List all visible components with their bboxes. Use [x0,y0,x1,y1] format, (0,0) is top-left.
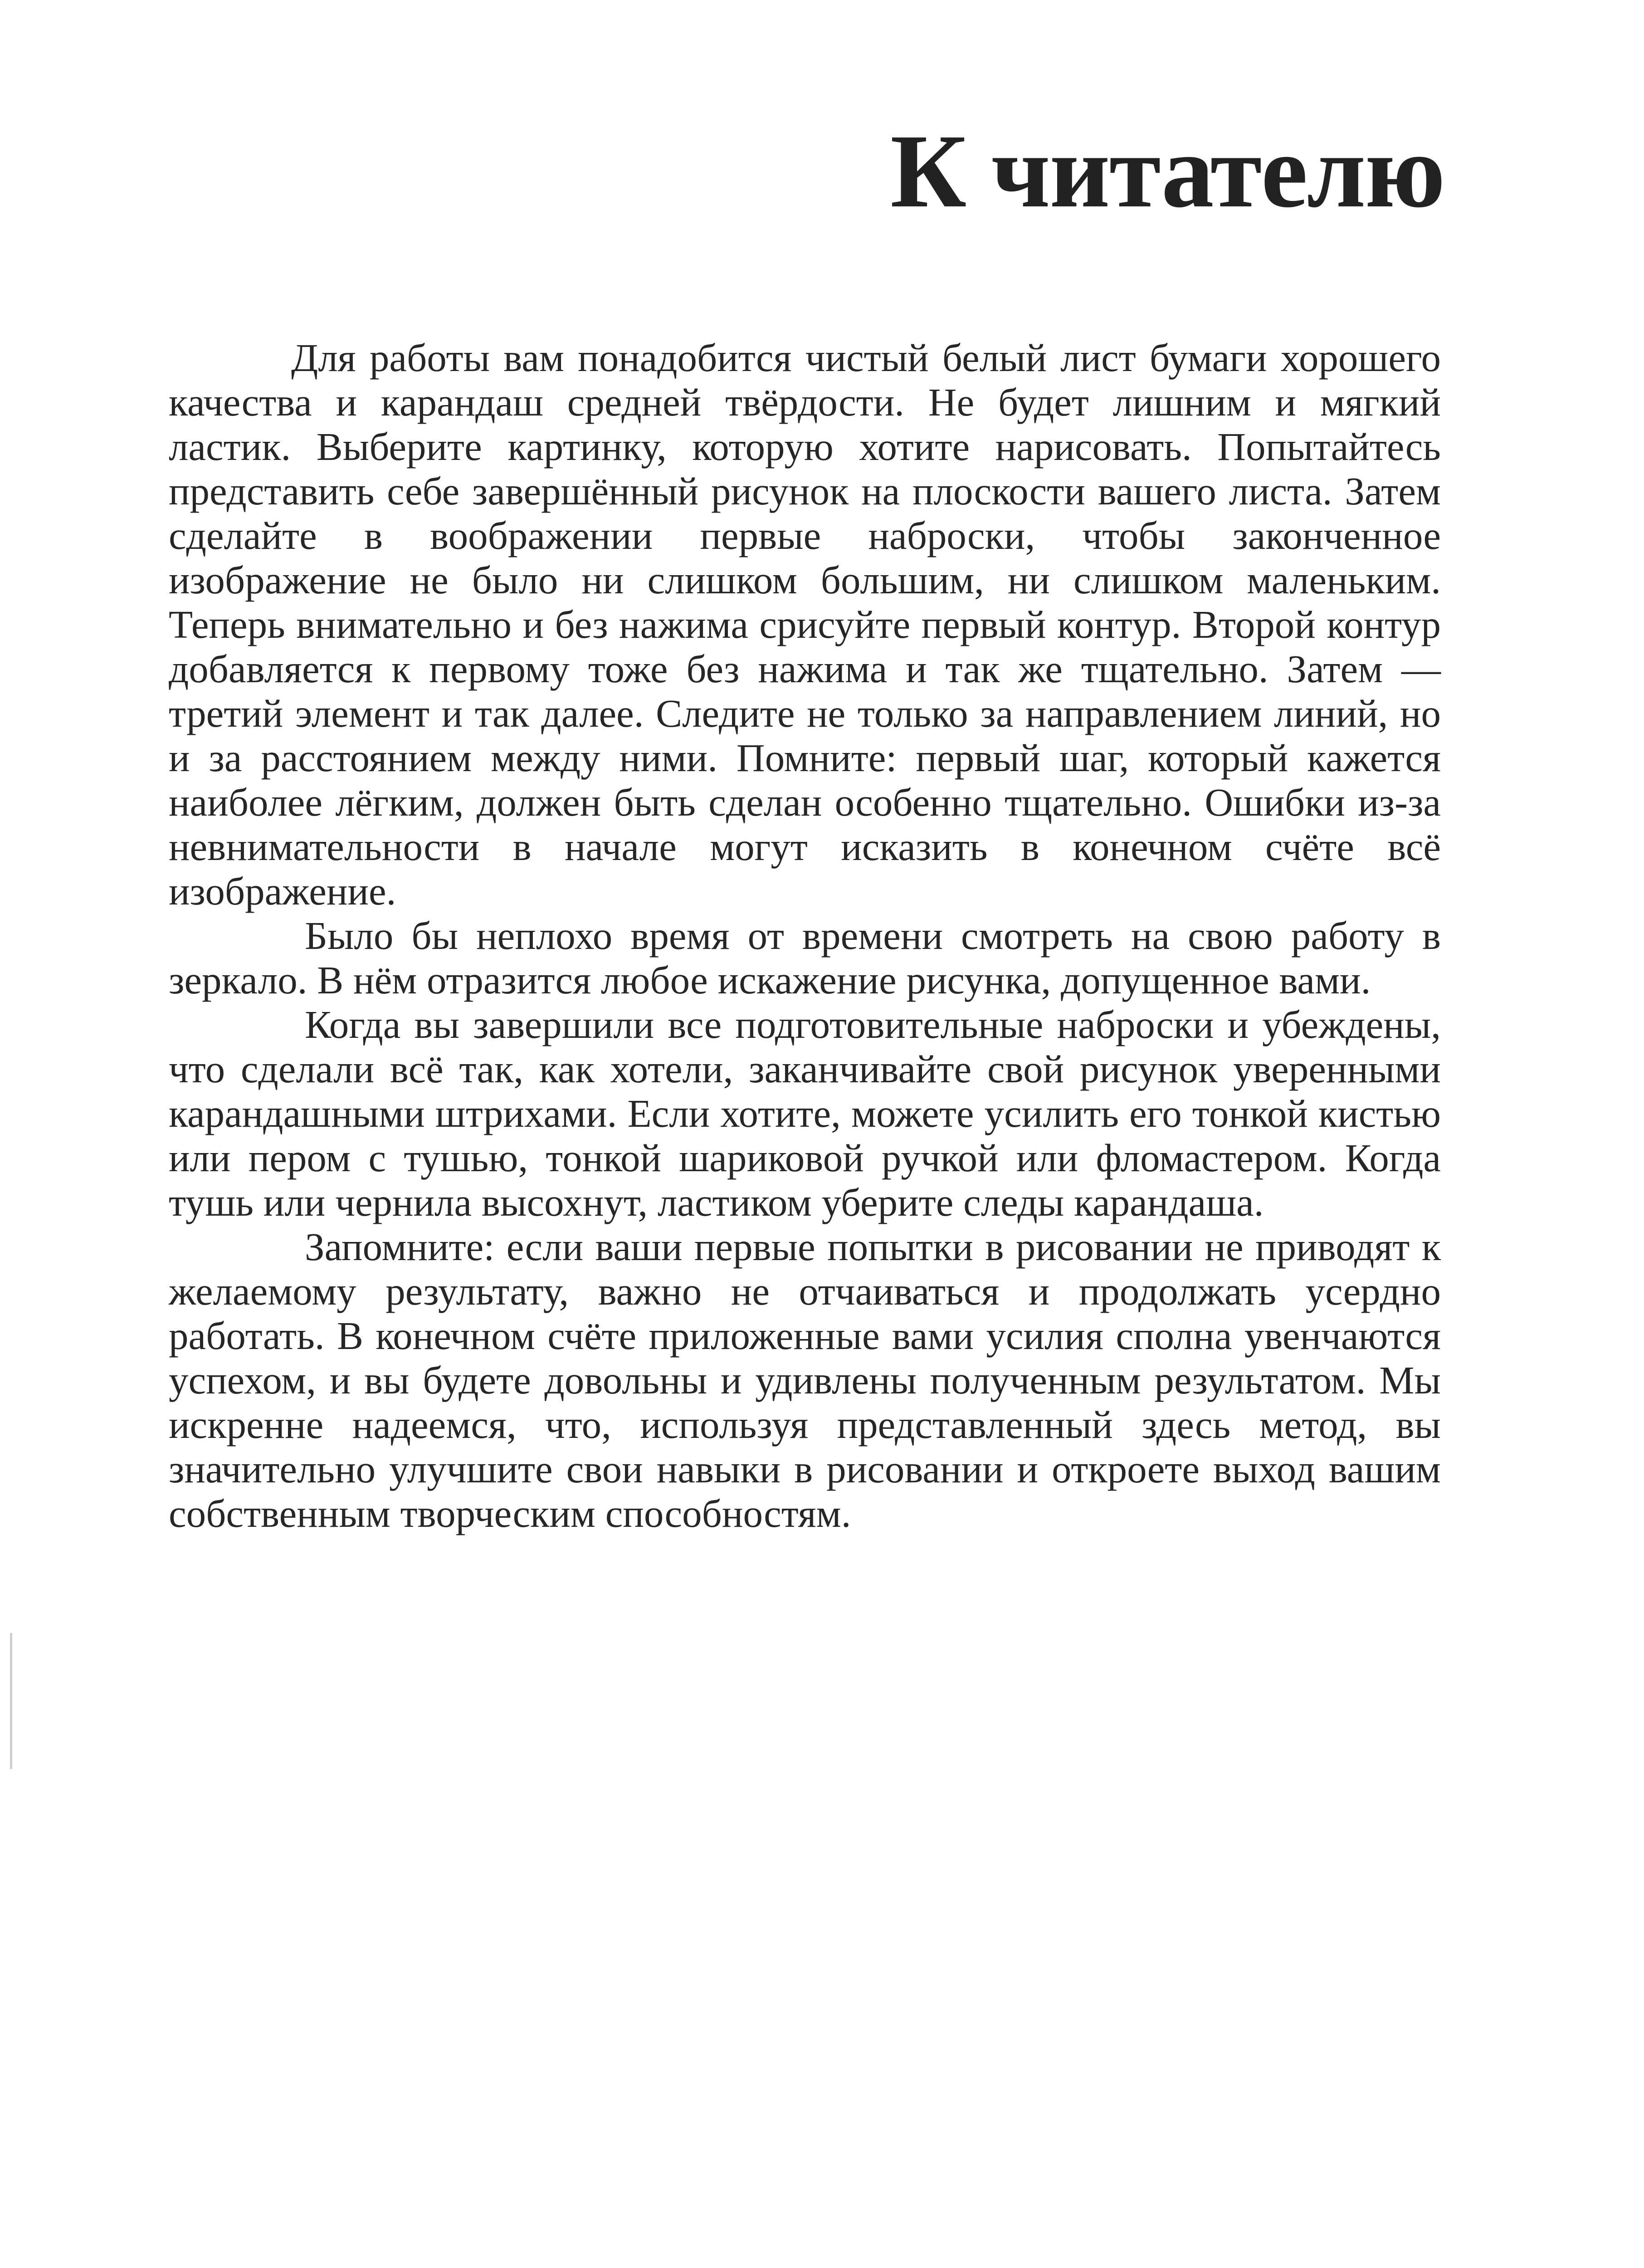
scan-margin-mark [10,1633,12,1769]
paragraph-2: Было бы неплохо время от времени смотреть на свою работу в зеркало. В нём отразится любое искажение рисунка, допущенное вами. [169,914,1441,1002]
paragraph-1: Для работы вам понадобится чистый белый лист бумаги хорошего качества и карандаш средней твёрдости. Не будет лишним и мягкий ластик. Выберите картинку, которую хотите нарисовать. Попытайтесь представить себе завершённый рисунок на плоскости вашего листа. Затем сделайте в воображении первые наброски, чтобы законченное изображение не было ни слишком большим, ни слишком маленьким. Теперь внимательно и без нажима срисуйте первый контур. Второй контур добавляется к первому тоже без нажима и так же тщательно. Затем — третий элемент и так далее. Следите не только за направлением линий, но и за расстоянием между ними. Помните: первый шаг, который кажется наиболее лёгким, должен быть сделан особенно тщательно. Ошибки из-за невнимательности в начале могут исказить в конечном счёте всё изображение. [169,336,1441,913]
paragraph-3: Когда вы завершили все подготовительные наброски и убеждены, что сделали всё так, как хотели, заканчивайте свой рисунок уверенными карандашными штрихами. Если хотите, можете усилить его тонкой кистью или пером с тушью, тонкой шариковой ручкой или фломастером. Когда тушь или чернила высохнут, ластиком уберите следы карандаша. [169,1002,1441,1224]
paragraph-4: Запомните: если ваши первые попытки в рисовании не приводят к желаемому результату, важно не отчаиваться и продолжать усердно работать. В конечном счёте приложенные вами усилия сполна увенчаются успехом, и вы будете довольны и удивлены полученным результатом. Мы искренне надеемся, что, используя представленный здесь метод, вы значительно улучшите свои навыки в рисовании и откроете выход вашим собственным творческим способностям. [169,1225,1441,1535]
page-title: К читателю [890,113,1444,230]
body-text [169,336,1441,1536]
